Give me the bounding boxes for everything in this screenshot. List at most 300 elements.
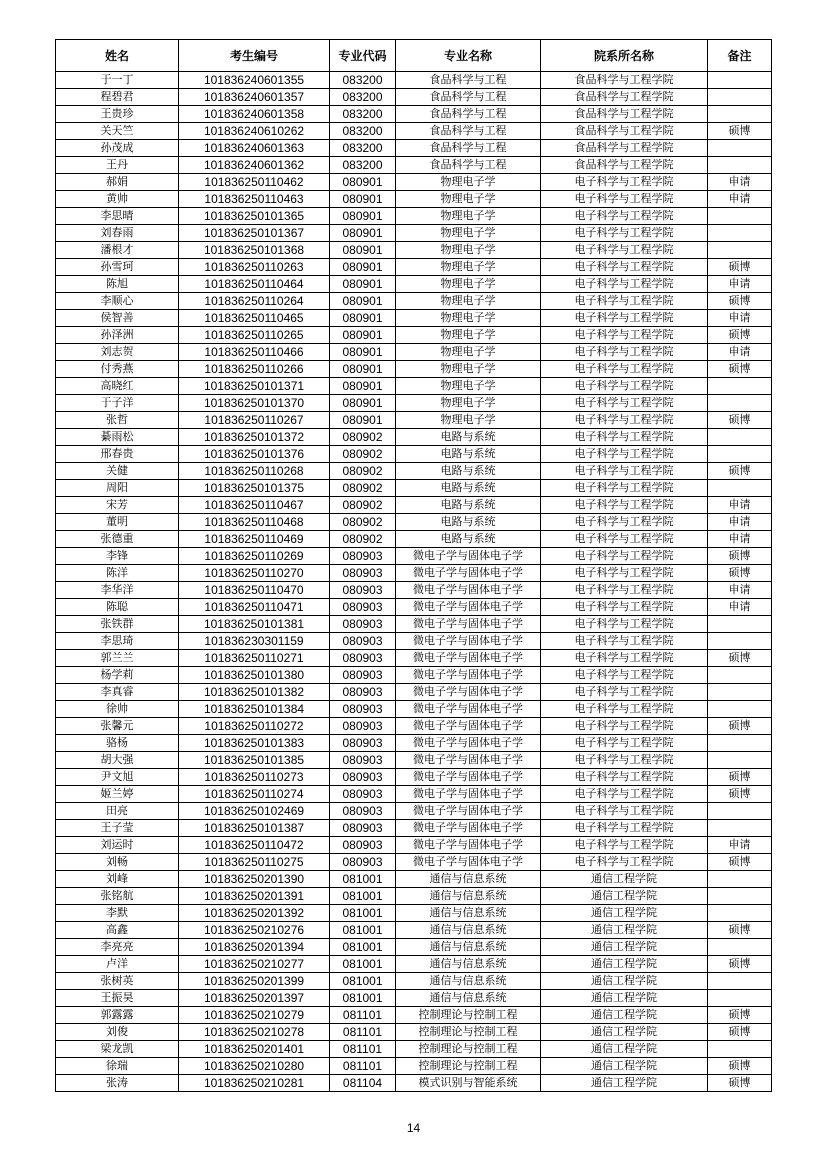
candidate-id-cell: 101836250110267 xyxy=(179,412,330,429)
candidate-id-cell: 101836250110469 xyxy=(179,531,330,548)
table-row xyxy=(56,1058,772,1075)
remark-cell: 申请 xyxy=(708,344,772,361)
major-code-cell: 080903 xyxy=(330,701,396,718)
major-code-cell: 081101 xyxy=(330,1007,396,1024)
name-cell: 关健 xyxy=(56,463,179,480)
major-code-cell: 081101 xyxy=(330,1058,396,1075)
department-cell: 电子科学与工程学院 xyxy=(541,582,708,599)
major-code-cell: 080902 xyxy=(330,497,396,514)
candidate-id-cell: 101836250110265 xyxy=(179,327,330,344)
major-code-cell: 080903 xyxy=(330,735,396,752)
candidate-id-cell: 101836250201392 xyxy=(179,905,330,922)
major-code-cell: 080902 xyxy=(330,514,396,531)
major-code-cell: 083200 xyxy=(330,89,396,106)
remark-cell xyxy=(708,157,772,174)
table-row xyxy=(56,497,772,514)
major-name-cell: 通信与信息系统 xyxy=(396,922,541,939)
remark-cell xyxy=(708,701,772,718)
table-row xyxy=(56,259,772,276)
remark-cell: 硕博 xyxy=(708,1007,772,1024)
name-cell: 程碧君 xyxy=(56,89,179,106)
major-name-cell: 微电子学与固体电子学 xyxy=(396,752,541,769)
major-code-cell: 083200 xyxy=(330,72,396,89)
table-row xyxy=(56,939,772,956)
candidate-id-cell: 101836250101365 xyxy=(179,208,330,225)
department-cell: 食品科学与工程学院 xyxy=(541,140,708,157)
header-major-name: 专业名称 xyxy=(396,40,541,72)
major-code-cell: 083200 xyxy=(330,106,396,123)
table-row xyxy=(56,786,772,803)
remark-cell: 硕博 xyxy=(708,123,772,140)
remark-cell xyxy=(708,633,772,650)
remark-cell: 申请 xyxy=(708,191,772,208)
major-code-cell: 080901 xyxy=(330,378,396,395)
department-cell: 电子科学与工程学院 xyxy=(541,684,708,701)
remark-cell: 硕博 xyxy=(708,327,772,344)
major-code-cell: 080902 xyxy=(330,446,396,463)
name-cell: 郭露露 xyxy=(56,1007,179,1024)
candidate-id-cell: 101836250101381 xyxy=(179,616,330,633)
name-cell: 陈旭 xyxy=(56,276,179,293)
major-code-cell: 080901 xyxy=(330,208,396,225)
table-row xyxy=(56,463,772,480)
candidate-id-cell: 101836250110264 xyxy=(179,293,330,310)
department-cell: 电子科学与工程学院 xyxy=(541,633,708,650)
name-cell: 刘峰 xyxy=(56,871,179,888)
major-name-cell: 微电子学与固体电子学 xyxy=(396,803,541,820)
department-cell: 电子科学与工程学院 xyxy=(541,854,708,871)
table-row xyxy=(56,837,772,854)
department-cell: 电子科学与工程学院 xyxy=(541,514,708,531)
name-cell: 刘俊 xyxy=(56,1024,179,1041)
name-cell: 徐瑞 xyxy=(56,1058,179,1075)
major-name-cell: 微电子学与固体电子学 xyxy=(396,565,541,582)
name-cell: 刘畅 xyxy=(56,854,179,871)
header-name: 姓名 xyxy=(56,40,179,72)
name-cell: 高晓红 xyxy=(56,378,179,395)
name-cell: 李默 xyxy=(56,905,179,922)
department-cell: 电子科学与工程学院 xyxy=(541,667,708,684)
name-cell: 李顺心 xyxy=(56,293,179,310)
department-cell: 电子科学与工程学院 xyxy=(541,344,708,361)
major-name-cell: 通信与信息系统 xyxy=(396,888,541,905)
department-cell: 通信工程学院 xyxy=(541,905,708,922)
remark-cell xyxy=(708,446,772,463)
admission-table xyxy=(55,39,772,1092)
candidate-id-cell: 101836240601363 xyxy=(179,140,330,157)
remark-cell xyxy=(708,939,772,956)
name-cell: 李真睿 xyxy=(56,684,179,701)
major-name-cell: 物理电子学 xyxy=(396,344,541,361)
major-code-cell: 080903 xyxy=(330,803,396,820)
name-cell: 卢洋 xyxy=(56,956,179,973)
remark-cell: 申请 xyxy=(708,599,772,616)
table-row xyxy=(56,854,772,871)
name-cell: 姬兰婷 xyxy=(56,786,179,803)
table-row xyxy=(56,140,772,157)
major-code-cell: 080901 xyxy=(330,191,396,208)
remark-cell xyxy=(708,803,772,820)
table-row xyxy=(56,429,772,446)
major-name-cell: 物理电子学 xyxy=(396,208,541,225)
name-cell: 于子洋 xyxy=(56,395,179,412)
candidate-id-cell: 101836250110270 xyxy=(179,565,330,582)
candidate-id-cell: 101836240601355 xyxy=(179,72,330,89)
table-header-row xyxy=(56,40,772,72)
table-row xyxy=(56,650,772,667)
major-code-cell: 080903 xyxy=(330,650,396,667)
name-cell: 陈洋 xyxy=(56,565,179,582)
department-cell: 电子科学与工程学院 xyxy=(541,769,708,786)
major-code-cell: 080903 xyxy=(330,786,396,803)
remark-cell: 硕博 xyxy=(708,1058,772,1075)
table-row xyxy=(56,582,772,599)
department-cell: 电子科学与工程学院 xyxy=(541,752,708,769)
major-name-cell: 通信与信息系统 xyxy=(396,939,541,956)
name-cell: 孙茂成 xyxy=(56,140,179,157)
department-cell: 电子科学与工程学院 xyxy=(541,225,708,242)
table-row xyxy=(56,174,772,191)
table-row xyxy=(56,735,772,752)
table-row xyxy=(56,990,772,1007)
table-row xyxy=(56,718,772,735)
major-name-cell: 微电子学与固体电子学 xyxy=(396,837,541,854)
major-name-cell: 模式识别与智能系统 xyxy=(396,1075,541,1092)
major-name-cell: 微电子学与固体电子学 xyxy=(396,633,541,650)
remark-cell: 申请 xyxy=(708,276,772,293)
candidate-id-cell: 101836250110463 xyxy=(179,191,330,208)
header-candidate-id: 考生编号 xyxy=(179,40,330,72)
name-cell: 刘志贺 xyxy=(56,344,179,361)
remark-cell xyxy=(708,1041,772,1058)
name-cell: 骆杨 xyxy=(56,735,179,752)
department-cell: 食品科学与工程学院 xyxy=(541,157,708,174)
department-cell: 电子科学与工程学院 xyxy=(541,310,708,327)
major-name-cell: 物理电子学 xyxy=(396,242,541,259)
remark-cell: 硕博 xyxy=(708,361,772,378)
remark-cell: 硕博 xyxy=(708,259,772,276)
table-body xyxy=(56,72,772,1092)
table-row xyxy=(56,701,772,718)
name-cell: 张涛 xyxy=(56,1075,179,1092)
department-cell: 电子科学与工程学院 xyxy=(541,803,708,820)
major-name-cell: 物理电子学 xyxy=(396,395,541,412)
department-cell: 食品科学与工程学院 xyxy=(541,123,708,140)
table-row xyxy=(56,905,772,922)
table-row xyxy=(56,412,772,429)
major-name-cell: 电路与系统 xyxy=(396,480,541,497)
major-code-cell: 080901 xyxy=(330,310,396,327)
major-code-cell: 080903 xyxy=(330,633,396,650)
candidate-id-cell: 101836250101380 xyxy=(179,667,330,684)
remark-cell: 硕博 xyxy=(708,718,772,735)
remark-cell xyxy=(708,480,772,497)
name-cell: 邢春贵 xyxy=(56,446,179,463)
major-code-cell: 080901 xyxy=(330,344,396,361)
candidate-id-cell: 101836250201391 xyxy=(179,888,330,905)
table-row xyxy=(56,242,772,259)
name-cell: 刘春雨 xyxy=(56,225,179,242)
table-row xyxy=(56,225,772,242)
major-name-cell: 通信与信息系统 xyxy=(396,990,541,1007)
major-code-cell: 080903 xyxy=(330,752,396,769)
candidate-id-cell: 101836250110465 xyxy=(179,310,330,327)
major-code-cell: 081001 xyxy=(330,956,396,973)
name-cell: 李亮亮 xyxy=(56,939,179,956)
remark-cell: 申请 xyxy=(708,837,772,854)
major-name-cell: 微电子学与固体电子学 xyxy=(396,820,541,837)
candidate-id-cell: 101836250210280 xyxy=(179,1058,330,1075)
major-name-cell: 电路与系统 xyxy=(396,429,541,446)
department-cell: 电子科学与工程学院 xyxy=(541,497,708,514)
major-name-cell: 通信与信息系统 xyxy=(396,905,541,922)
table-row xyxy=(56,599,772,616)
remark-cell xyxy=(708,990,772,1007)
remark-cell xyxy=(708,871,772,888)
major-name-cell: 微电子学与固体电子学 xyxy=(396,769,541,786)
major-name-cell: 食品科学与工程 xyxy=(396,140,541,157)
candidate-id-cell: 101836250101371 xyxy=(179,378,330,395)
table-row xyxy=(56,1041,772,1058)
department-cell: 电子科学与工程学院 xyxy=(541,480,708,497)
candidate-id-cell: 101836250101387 xyxy=(179,820,330,837)
name-cell: 关天竺 xyxy=(56,123,179,140)
major-name-cell: 物理电子学 xyxy=(396,293,541,310)
department-cell: 电子科学与工程学院 xyxy=(541,361,708,378)
name-cell: 李华洋 xyxy=(56,582,179,599)
major-code-cell: 080901 xyxy=(330,242,396,259)
major-name-cell: 物理电子学 xyxy=(396,259,541,276)
remark-cell: 申请 xyxy=(708,531,772,548)
major-name-cell: 食品科学与工程 xyxy=(396,89,541,106)
remark-cell xyxy=(708,89,772,106)
name-cell: 张馨元 xyxy=(56,718,179,735)
major-name-cell: 微电子学与固体电子学 xyxy=(396,786,541,803)
major-name-cell: 物理电子学 xyxy=(396,412,541,429)
table-row xyxy=(56,616,772,633)
major-code-cell: 080902 xyxy=(330,480,396,497)
table-row xyxy=(56,123,772,140)
name-cell: 王子莹 xyxy=(56,820,179,837)
candidate-id-cell: 101836250101382 xyxy=(179,684,330,701)
remark-cell xyxy=(708,242,772,259)
major-name-cell: 控制理论与控制工程 xyxy=(396,1007,541,1024)
table-row xyxy=(56,514,772,531)
remark-cell xyxy=(708,429,772,446)
candidate-id-cell: 101836250201397 xyxy=(179,990,330,1007)
major-name-cell: 微电子学与固体电子学 xyxy=(396,650,541,667)
major-name-cell: 电路与系统 xyxy=(396,514,541,531)
major-code-cell: 081001 xyxy=(330,871,396,888)
table-row xyxy=(56,276,772,293)
major-name-cell: 通信与信息系统 xyxy=(396,956,541,973)
major-name-cell: 物理电子学 xyxy=(396,310,541,327)
major-name-cell: 食品科学与工程 xyxy=(396,72,541,89)
table-row xyxy=(56,565,772,582)
table-row xyxy=(56,667,772,684)
candidate-id-cell: 101836250101383 xyxy=(179,735,330,752)
table-row xyxy=(56,752,772,769)
remark-cell xyxy=(708,378,772,395)
major-name-cell: 控制理论与控制工程 xyxy=(396,1041,541,1058)
name-cell: 綦雨松 xyxy=(56,429,179,446)
candidate-id-cell: 101836250101372 xyxy=(179,429,330,446)
name-cell: 董明 xyxy=(56,514,179,531)
name-cell: 潘根才 xyxy=(56,242,179,259)
table-row xyxy=(56,191,772,208)
candidate-id-cell: 101836250101368 xyxy=(179,242,330,259)
remark-cell xyxy=(708,395,772,412)
major-code-cell: 080901 xyxy=(330,361,396,378)
remark-cell: 申请 xyxy=(708,174,772,191)
major-name-cell: 物理电子学 xyxy=(396,276,541,293)
remark-cell: 硕博 xyxy=(708,565,772,582)
table-row xyxy=(56,89,772,106)
name-cell: 田亮 xyxy=(56,803,179,820)
department-cell: 电子科学与工程学院 xyxy=(541,463,708,480)
major-code-cell: 080903 xyxy=(330,599,396,616)
major-code-cell: 081001 xyxy=(330,888,396,905)
major-code-cell: 080903 xyxy=(330,548,396,565)
major-name-cell: 微电子学与固体电子学 xyxy=(396,599,541,616)
department-cell: 通信工程学院 xyxy=(541,956,708,973)
remark-cell: 硕博 xyxy=(708,1024,772,1041)
department-cell: 通信工程学院 xyxy=(541,871,708,888)
candidate-id-cell: 101836250110467 xyxy=(179,497,330,514)
header-remark: 备注 xyxy=(708,40,772,72)
department-cell: 电子科学与工程学院 xyxy=(541,837,708,854)
page-number: 14 xyxy=(406,1121,421,1135)
major-code-cell: 081001 xyxy=(330,922,396,939)
major-code-cell: 080903 xyxy=(330,582,396,599)
major-code-cell: 081101 xyxy=(330,1024,396,1041)
name-cell: 王丹 xyxy=(56,157,179,174)
department-cell: 电子科学与工程学院 xyxy=(541,429,708,446)
remark-cell xyxy=(708,905,772,922)
candidate-id-cell: 101836250110471 xyxy=(179,599,330,616)
header-department: 院系所名称 xyxy=(541,40,708,72)
candidate-id-cell: 101836250210279 xyxy=(179,1007,330,1024)
name-cell: 梁龙凯 xyxy=(56,1041,179,1058)
department-cell: 电子科学与工程学院 xyxy=(541,412,708,429)
department-cell: 电子科学与工程学院 xyxy=(541,378,708,395)
major-name-cell: 通信与信息系统 xyxy=(396,871,541,888)
remark-cell: 硕博 xyxy=(708,922,772,939)
major-code-cell: 080903 xyxy=(330,820,396,837)
major-code-cell: 080902 xyxy=(330,463,396,480)
table-row xyxy=(56,361,772,378)
name-cell: 周阳 xyxy=(56,480,179,497)
major-name-cell: 电路与系统 xyxy=(396,531,541,548)
remark-cell xyxy=(708,820,772,837)
table-row xyxy=(56,378,772,395)
remark-cell xyxy=(708,752,772,769)
candidate-id-cell: 101836250110271 xyxy=(179,650,330,667)
major-name-cell: 物理电子学 xyxy=(396,378,541,395)
table-row xyxy=(56,293,772,310)
remark-cell: 硕博 xyxy=(708,854,772,871)
candidate-id-cell: 101836250210276 xyxy=(179,922,330,939)
major-code-cell: 080902 xyxy=(330,429,396,446)
candidate-id-cell: 101836240601358 xyxy=(179,106,330,123)
name-cell: 李思晴 xyxy=(56,208,179,225)
department-cell: 食品科学与工程学院 xyxy=(541,106,708,123)
department-cell: 电子科学与工程学院 xyxy=(541,208,708,225)
candidate-id-cell: 101836250201394 xyxy=(179,939,330,956)
candidate-id-cell: 101836250110266 xyxy=(179,361,330,378)
remark-cell xyxy=(708,684,772,701)
table-row xyxy=(56,480,772,497)
header-major-code: 专业代码 xyxy=(330,40,396,72)
candidate-id-cell: 101836250110470 xyxy=(179,582,330,599)
department-cell: 电子科学与工程学院 xyxy=(541,531,708,548)
table-row xyxy=(56,310,772,327)
candidate-id-cell: 101836250110263 xyxy=(179,259,330,276)
candidate-id-cell: 101836250101375 xyxy=(179,480,330,497)
table-row xyxy=(56,531,772,548)
candidate-id-cell: 101836250101385 xyxy=(179,752,330,769)
candidate-id-cell: 101836250201401 xyxy=(179,1041,330,1058)
department-cell: 电子科学与工程学院 xyxy=(541,599,708,616)
name-cell: 尹文旭 xyxy=(56,769,179,786)
name-cell: 陈聪 xyxy=(56,599,179,616)
name-cell: 张树英 xyxy=(56,973,179,990)
remark-cell: 硕博 xyxy=(708,412,772,429)
table-row xyxy=(56,871,772,888)
major-code-cell: 080901 xyxy=(330,327,396,344)
name-cell: 张哲 xyxy=(56,412,179,429)
remark-cell xyxy=(708,225,772,242)
major-code-cell: 080903 xyxy=(330,769,396,786)
candidate-id-cell: 101836250101384 xyxy=(179,701,330,718)
major-code-cell: 080903 xyxy=(330,565,396,582)
major-name-cell: 微电子学与固体电子学 xyxy=(396,548,541,565)
major-code-cell: 081104 xyxy=(330,1075,396,1092)
department-cell: 通信工程学院 xyxy=(541,1058,708,1075)
major-code-cell: 081001 xyxy=(330,973,396,990)
major-code-cell: 081001 xyxy=(330,905,396,922)
remark-cell: 硕博 xyxy=(708,956,772,973)
major-name-cell: 微电子学与固体电子学 xyxy=(396,667,541,684)
department-cell: 通信工程学院 xyxy=(541,922,708,939)
remark-cell xyxy=(708,72,772,89)
remark-cell xyxy=(708,140,772,157)
name-cell: 黄帅 xyxy=(56,191,179,208)
name-cell: 张德重 xyxy=(56,531,179,548)
candidate-id-cell: 101836250110272 xyxy=(179,718,330,735)
major-code-cell: 080901 xyxy=(330,225,396,242)
major-name-cell: 电路与系统 xyxy=(396,463,541,480)
major-name-cell: 微电子学与固体电子学 xyxy=(396,854,541,871)
department-cell: 食品科学与工程学院 xyxy=(541,72,708,89)
major-code-cell: 080901 xyxy=(330,293,396,310)
candidate-id-cell: 101836250201399 xyxy=(179,973,330,990)
candidate-id-cell: 101836250110464 xyxy=(179,276,330,293)
major-code-cell: 080901 xyxy=(330,174,396,191)
major-name-cell: 物理电子学 xyxy=(396,174,541,191)
major-name-cell: 控制理论与控制工程 xyxy=(396,1058,541,1075)
candidate-id-cell: 101836250101367 xyxy=(179,225,330,242)
table-row xyxy=(56,1075,772,1092)
major-name-cell: 电路与系统 xyxy=(396,446,541,463)
major-name-cell: 食品科学与工程 xyxy=(396,123,541,140)
admission-list-sheet xyxy=(55,39,771,1092)
department-cell: 电子科学与工程学院 xyxy=(541,718,708,735)
department-cell: 电子科学与工程学院 xyxy=(541,174,708,191)
name-cell: 侯智善 xyxy=(56,310,179,327)
name-cell: 宋芳 xyxy=(56,497,179,514)
major-code-cell: 080903 xyxy=(330,718,396,735)
